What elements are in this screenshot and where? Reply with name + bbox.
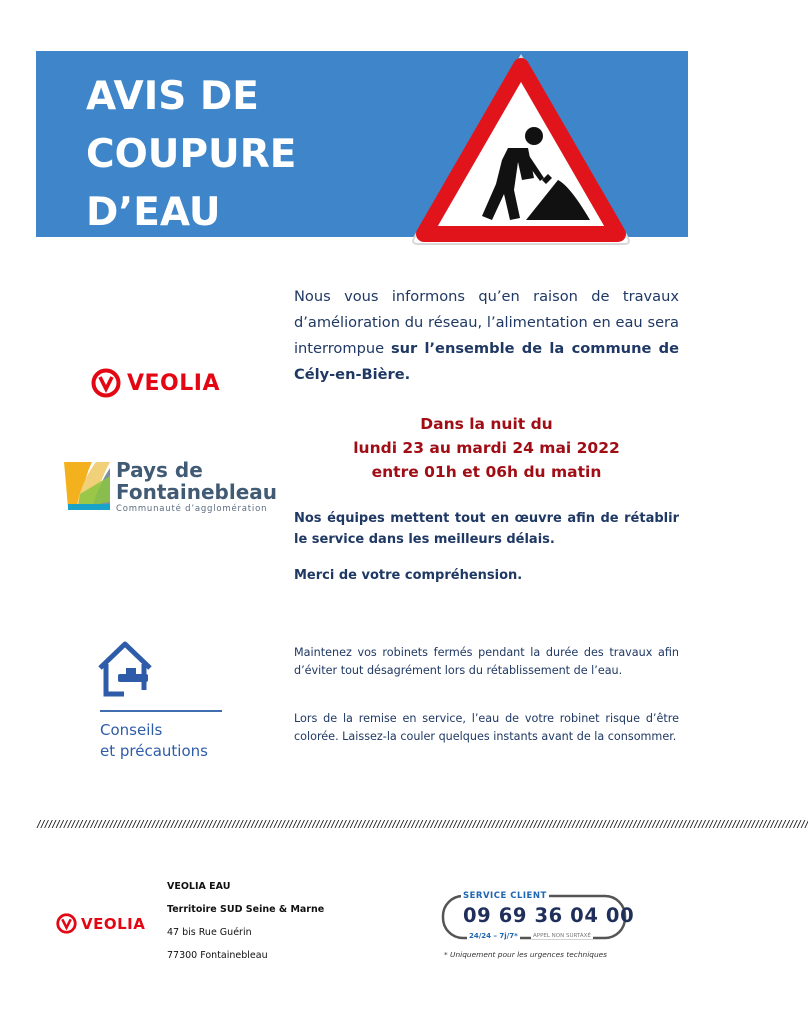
team-message: Nos équipes mettent tout en œuvre afin de rétablir le service dans les meilleurs délais. <box>294 511 679 547</box>
pays-logo-line-1: Pays de <box>116 458 203 482</box>
intro-paragraph <box>294 284 679 388</box>
footer-veolia-logo-text: VEOLIA <box>81 914 146 933</box>
advice-paragraph-2: Lors de la remise en service, l’eau de votre robinet risque d’être colorée. Laissez-la couler quelques instants avant de la consommer. <box>294 712 679 743</box>
conseils-line-2: et précautions <box>100 742 208 760</box>
company-address <box>167 880 324 972</box>
slash-divider: ////////////////////////////////////////////////////////////////////////////////////////////////////////////////////////////////////////////////////////////////////////////////////////////////////////// <box>36 819 808 830</box>
conseils-divider <box>100 710 222 712</box>
address-territory: Territoire SUD Seine & Marne <box>167 904 325 915</box>
title-line-2: COUPURE <box>86 132 297 177</box>
pays-logo-line-2: Fontainebleau <box>116 480 278 504</box>
service-client-phone-number[interactable]: 09 69 36 04 00 <box>463 904 635 927</box>
service-client-tariff: APPEL NON SURTAXÉ <box>533 933 591 939</box>
title-line-3: D’EAU <box>86 190 221 235</box>
schedule-line-2: lundi 23 au mardi 24 mai 2022 <box>353 439 620 457</box>
road-works-warning-sign-icon <box>408 50 634 250</box>
veolia-emblem-icon <box>91 368 121 398</box>
footer-veolia-logo <box>56 913 145 934</box>
intro-text: Nous vous informons qu’en raison de travaux d’amélioration du réseau, l’alimentation en eau sera interrompue <box>294 288 679 357</box>
service-client-hours: 24/24 – 7j/7* <box>469 932 518 940</box>
conseils-label <box>100 720 208 762</box>
schedule-line-1: Dans la nuit du <box>420 415 553 433</box>
pays-de-fontainebleau-logo <box>116 459 277 514</box>
veolia-emblem-icon <box>56 913 77 934</box>
thanks-message: Merci de votre compréhension. <box>294 568 523 583</box>
intro-bold-text: sur l’ensemble de la commune de Cély-en-Bière. <box>294 340 679 383</box>
service-client-note: * Uniquement pour les urgences techniques <box>444 950 608 959</box>
schedule-block <box>294 412 679 484</box>
house-faucet-icon <box>94 638 156 700</box>
service-client-title: SERVICE CLIENT <box>463 891 547 901</box>
title-line-1: AVIS DE <box>86 74 259 119</box>
conseils-line-1: Conseils <box>100 721 163 739</box>
page-title <box>86 68 346 242</box>
address-company: VEOLIA EAU <box>167 881 231 892</box>
veolia-logo-text: VEOLIA <box>127 370 220 396</box>
address-city: 77300 Fontainebleau <box>167 950 268 961</box>
pays-logo-line-3: Communauté d’agglomération <box>116 504 268 514</box>
schedule-line-3: entre 01h et 06h du matin <box>371 463 602 481</box>
advice-paragraph-1: Maintenez vos robinets fermés pendant la durée des travaux afin d’éviter tout désagrément lors du rétablissement de l’eau. <box>294 646 679 677</box>
address-street: 47 bis Rue Guérin <box>167 927 252 938</box>
veolia-logo <box>91 368 220 398</box>
